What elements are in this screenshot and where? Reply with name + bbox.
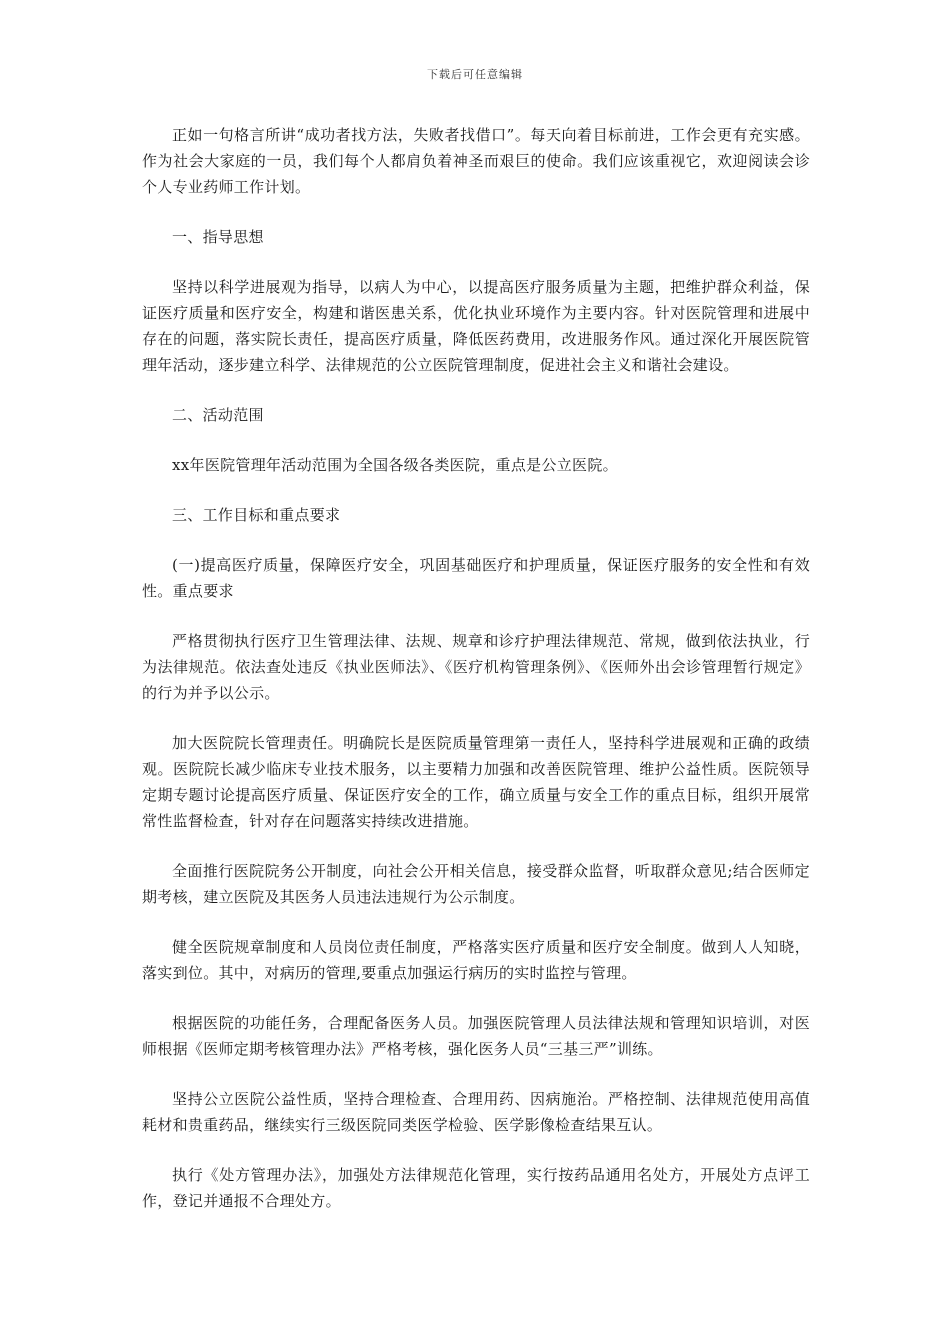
paragraph-prescription: 执行《处方管理办法》，加强处方法律规范化管理，实行按药品通用名处方，开展处方点评工作，登记并通报不合理处方。: [142, 1166, 810, 1210]
section-paragraph-guiding-ideology: 坚持以科学进展观为指导，以病人为中心，以提高医疗服务质量为主题，把维护群众利益，保证医疗质量和医疗安全，构建和谐医患关系，优化执业环境作为主要内容。针对医院管理和进展中存在的问题，落实院长责任，提高医疗质量，降低医药费用，改进服务作风。通过深化开展医院管理年活动，逐步建立科学、法律规范的公立医院管理制度，促进社会主义和谐社会建设。: [142, 278, 810, 374]
document-body: [142, 122, 810, 1238]
section-heading-activity-scope: 二、活动范围: [172, 406, 264, 424]
section-paragraph-activity-scope: xx年医院管理年活动范围为全国各级各类医院，重点是公立医院。: [172, 456, 618, 474]
paragraph-rules-system: 健全医院规章制度和人员岗位责任制度，严格落实医疗质量和医疗安全制度。做到人人知晓，落实到位。其中，对病历的管理,要重点加强运行病历的实时监控与管理。: [142, 938, 810, 982]
paragraph-staffing: 根据医院的功能任务，合理配备医务人员。加强医院管理人员法律法规和管理知识培训，对医师根据《医师定期考核管理办法》严格考核，强化医务人员“三基三严”训练。: [142, 1014, 810, 1058]
paragraph-law-compliance: 严格贯彻执行医疗卫生管理法律、法规、规章和诊疗护理法律规范、常规，做到依法执业，行为法律规范。依法查处违反《执业医师法》、《医疗机构管理条例》、《医师外出会诊管理暂行规定》的行为并予以公示。: [142, 632, 810, 702]
section-heading-guiding-ideology: 一、指导思想: [172, 228, 264, 246]
paragraph-transparency: 全面推行医院院务公开制度，向社会公开相关信息，接受群众监督，听取群众意见;结合医师定期考核，建立医院及其医务人员违法违规行为公示制度。: [142, 862, 810, 906]
subsection-heading-quality: (一)提高医疗质量，保障医疗安全，巩固基础医疗和护理质量，保证医疗服务的安全性和有效性。重点要求: [142, 556, 810, 600]
paragraph-public-welfare: 坚持公立医院公益性质，坚持合理检查、合理用药、因病施治。严格控制、法律规范使用高值耗材和贵重药品，继续实行三级医院同类医学检验、医学影像检查结果互认。: [142, 1090, 810, 1134]
header-note: 下载后可任意编辑: [427, 68, 523, 81]
intro-paragraph: 正如一句格言所讲“成功者找方法，失败者找借口”。每天向着目标前进，工作会更有充实感。作为社会大家庭的一员，我们每个人都肩负着神圣而艰巨的使命。我们应该重视它，欢迎阅读会诊个人专业药师工作计划。: [142, 126, 810, 196]
section-heading-goals: 三、工作目标和重点要求: [172, 506, 341, 524]
paragraph-president-responsibility: 加大医院院长管理责任。明确院长是医院质量管理第一责任人，坚持科学进展观和正确的政绩观。医院院长减少临床专业技术服务，以主要精力加强和改善医院管理、维护公益性质。医院领导定期专题讨论提高医疗质量、保证医疗安全的工作，确立质量与安全工作的重点目标，组织开展常常性监督检查，针对存在问题落实持续改进措施。: [142, 734, 810, 830]
